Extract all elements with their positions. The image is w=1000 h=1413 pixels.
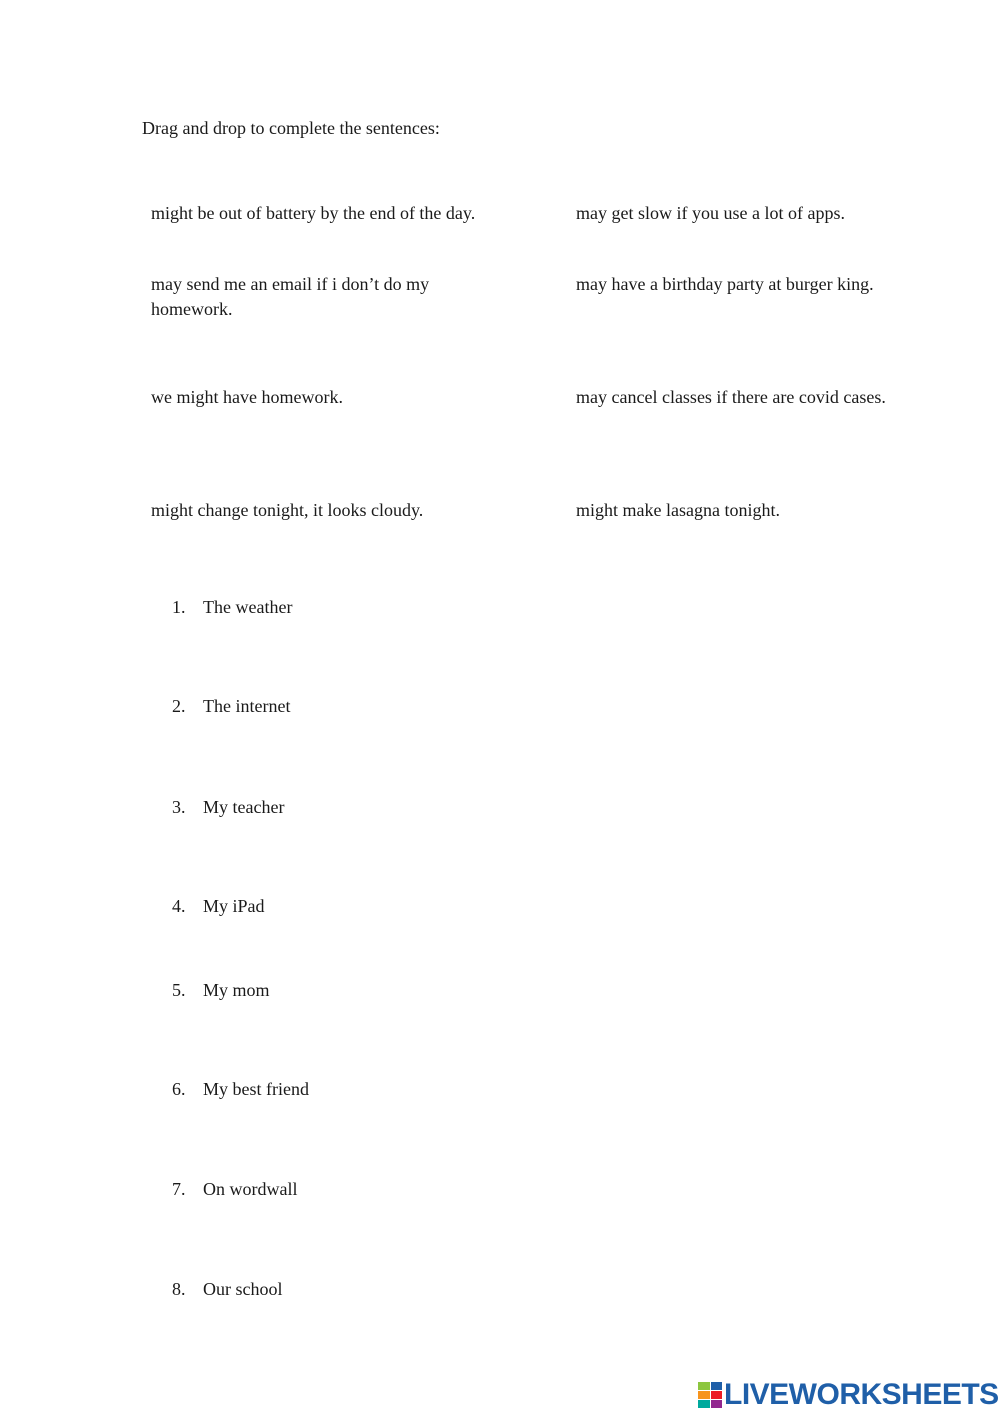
item-number: 8. xyxy=(172,1279,186,1299)
item-subject: My best friend xyxy=(203,1079,309,1099)
item-subject: Our school xyxy=(203,1279,283,1299)
drag-option[interactable]: may have a birthday party at burger king. xyxy=(576,274,874,294)
item-number: 4. xyxy=(172,896,186,916)
logo-tile xyxy=(711,1400,723,1408)
drag-option[interactable]: may cancel classes if there are covid cases. xyxy=(576,387,886,407)
logo-tile xyxy=(711,1391,723,1399)
drop-zone[interactable] xyxy=(284,968,804,996)
drop-zone[interactable] xyxy=(311,1167,831,1195)
item-number: 5. xyxy=(172,980,186,1000)
liveworksheets-logo-icon xyxy=(698,1382,722,1408)
drop-zone[interactable] xyxy=(306,585,826,613)
item-number: 3. xyxy=(172,797,186,817)
sentence-item xyxy=(172,684,824,717)
logo-tile xyxy=(698,1400,710,1408)
item-number: 1. xyxy=(172,597,186,617)
drag-option[interactable]: may get slow if you use a lot of apps. xyxy=(576,203,845,223)
sentence-item xyxy=(172,1067,843,1100)
item-subject: My iPad xyxy=(203,896,265,916)
sentence-item xyxy=(172,1167,831,1200)
drop-zone[interactable] xyxy=(304,684,824,712)
item-subject: The weather xyxy=(203,597,293,617)
item-subject: My mom xyxy=(203,980,270,1000)
drop-zone[interactable] xyxy=(279,884,799,912)
logo-tile xyxy=(698,1391,710,1399)
liveworksheets-logo xyxy=(698,1378,999,1412)
instruction-text: Drag and drop to complete the sentences: xyxy=(142,118,440,138)
logo-text: LIVEWORKSHEETS xyxy=(724,1378,999,1411)
drag-option[interactable]: might make lasagna tonight. xyxy=(576,500,780,520)
sentence-item xyxy=(172,968,804,1001)
logo-tile xyxy=(698,1382,710,1390)
sentence-item xyxy=(172,1267,817,1300)
drop-zone[interactable] xyxy=(298,785,818,813)
item-number: 2. xyxy=(172,696,186,716)
drop-zone[interactable] xyxy=(297,1267,817,1295)
drag-option[interactable]: may send me an email if i don’t do my homework. xyxy=(151,274,430,319)
sentence-item xyxy=(172,585,826,618)
drop-zone[interactable] xyxy=(323,1067,843,1095)
logo-tile xyxy=(711,1382,723,1390)
drag-option[interactable]: might change tonight, it looks cloudy. xyxy=(151,500,424,520)
drag-option[interactable]: we might have homework. xyxy=(151,387,343,407)
item-number: 6. xyxy=(172,1079,186,1099)
drag-option[interactable]: might be out of battery by the end of the day. xyxy=(151,203,476,223)
item-subject: On wordwall xyxy=(203,1179,298,1199)
item-number: 7. xyxy=(172,1179,186,1199)
item-subject: My teacher xyxy=(203,797,285,817)
item-subject: The internet xyxy=(203,696,291,716)
sentence-item xyxy=(172,785,818,818)
sentence-item xyxy=(172,884,799,917)
